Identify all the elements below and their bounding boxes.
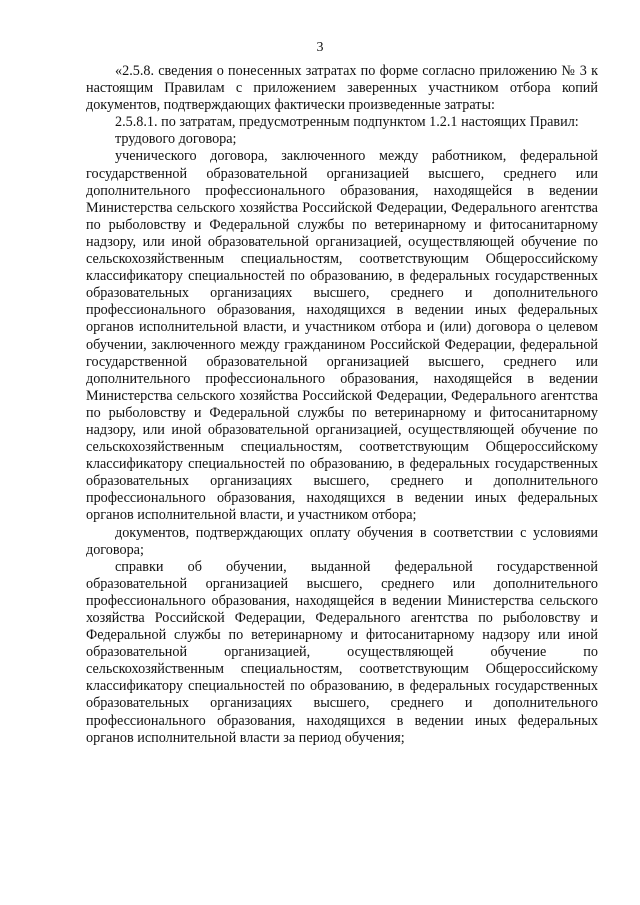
body-text — [86, 63, 598, 747]
paragraph-2-5-8: «2.5.8. сведения о понесенных затратах по форме согласно приложению № 3 к настоящим Правилам с приложением заверенных участником отбора копий документов, подтверждающих фактически произведенные затраты: — [86, 63, 598, 114]
paragraph-labor-contract: трудового договора; — [115, 131, 237, 148]
paragraph-study-certificate: справки об обучении, выданной федеральной государственной образовательной организацией высшего, среднего или дополнительного профессионального образования, находящейся в ведении Министерства сельского хозяйства Российской Федерации, Федерального агентства по рыболовству и Федеральной службы по ветеринарному и фитосанитарному надзору или иной образовательной организацией, осуществляющей обучение по сельскохозяйственным специальностям, соответствующим Общероссийскому классификатору специальностей по образованию, в федеральных государственных образовательных организациях высшего, среднего и дополнительного профессионального образования, находящихся в ведении иных федеральных органов исполнительной власти за период обучения; — [86, 558, 598, 746]
paragraph-payment-documents: документов, подтверждающих оплату обучения в соответствии с условиями договора; — [86, 524, 598, 558]
paragraph-apprenticeship-contract: ученического договора, заключенного между работником, федеральной государственной образовательной организацией высшего, среднего или дополнительного профессионального образования, находящейся в ведении Министерства сельского хозяйства Российской Федерации, Федерального агентства по рыболовству и Федеральной службы по ветеринарному и фитосанитарному надзору, или иной образовательной организацией, осуществляющей обучение по сельскохозяйственным специальностям, соответствующим Общероссийскому классификатору специальностей по образованию, в федеральных государственных образовательных организациях высшего, среднего и дополнительного профессионального образования, находящихся в ведении иных федеральных органов исполнительной власти, и участником отбора и (или) договора о целевом обучении, заключенного между гражданином Российской Федерации, федеральной государственной образовательной организацией высшего, среднего или дополнительного профессионального образования, находящейся в ведении Министерства сельского хозяйства Российской Федерации, Федерального агентства по рыболовству и Федеральной службы по ветеринарному и фитосанитарному надзору, или иной образовательной организацией, осуществляющей обучение по сельскохозяйственным специальностям, соответствующим Общероссийскому классификатору специальностей по образованию, в федеральных государственных образовательных организациях высшего, среднего и дополнительного профессионального образования, находящихся в ведении иных федеральных органов исполнительной власти, и участником отбора; — [86, 148, 598, 524]
page-number: 3 — [316, 40, 324, 55]
paragraph-2-5-8-1: 2.5.8.1. по затратам, предусмотренным подпунктом 1.2.1 настоящих Правил: — [115, 114, 579, 131]
